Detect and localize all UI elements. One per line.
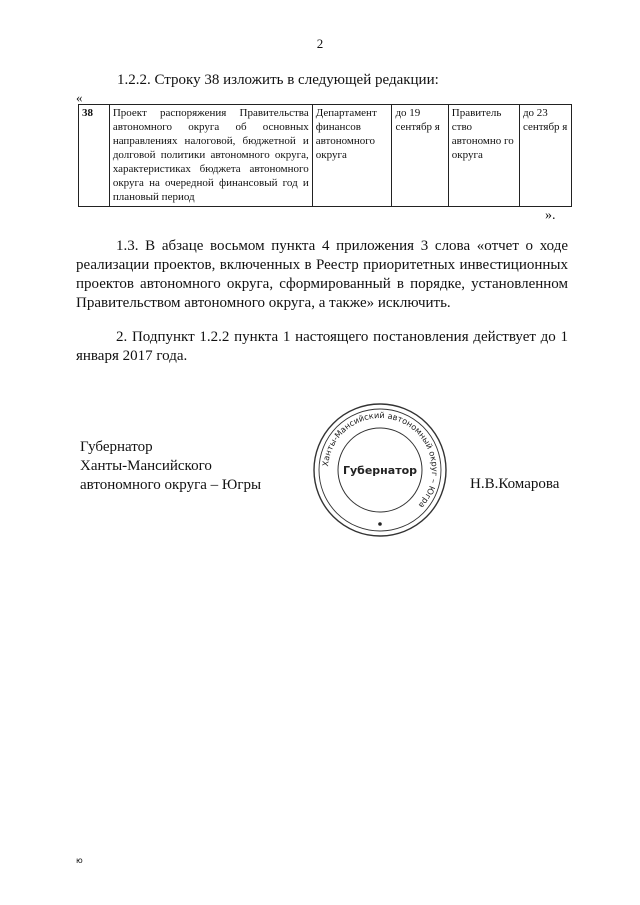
seal-dot xyxy=(378,522,382,526)
seal-center-text: Губернатор xyxy=(342,464,418,477)
seal-ring-text: Ханты-Мансийский автономный округ – Югра xyxy=(320,409,441,511)
signer-title: Губернатор Ханты-Мансийского автономного округа – Югры xyxy=(80,439,262,493)
table-row xyxy=(79,105,572,207)
document-name-cell: Проект распоряжения Правительства автономного округа об основных направлениях налоговой, бюджетной и долговой политики автономного округа, характеристиках бюджета автономного округа на очередной финансовый год и плановый период xyxy=(109,105,312,207)
footer-mark: ю xyxy=(76,856,83,865)
government-deadline-cell: до 23 сентябр я xyxy=(519,105,571,207)
section-heading: 1.2.2. Строку 38 изложить в следующей редакции: xyxy=(117,72,439,88)
paragraph-1-3: 1.3. В абзаце восьмом пункта 4 приложения 3 слова «отчет о ходе реализации проектов, включенных в Реестр приоритетных инвестиционных проектов автономного округа, сформированный в порядке, установленном Правительством автономного округа, а также» исключить. xyxy=(76,238,568,311)
department-cell: Департамент финансов автономного округа xyxy=(312,105,392,207)
row-number-cell: 38 xyxy=(79,105,110,207)
official-seal xyxy=(312,402,448,538)
page-number: 2 xyxy=(316,36,324,51)
row-38-table xyxy=(78,104,572,207)
paragraph-2: 2. Подпункт 1.2.2 пункта 1 настоящего постановления действует до 1 января 2017 года. xyxy=(76,329,568,364)
close-quote: ». xyxy=(545,208,556,223)
responsible-cell: Правитель ство автономно го округа xyxy=(448,105,519,207)
signer-name: Н.В.Комарова xyxy=(470,476,560,492)
open-quote: « xyxy=(76,90,83,105)
department-deadline-cell: до 19 сентябр я xyxy=(392,105,448,207)
